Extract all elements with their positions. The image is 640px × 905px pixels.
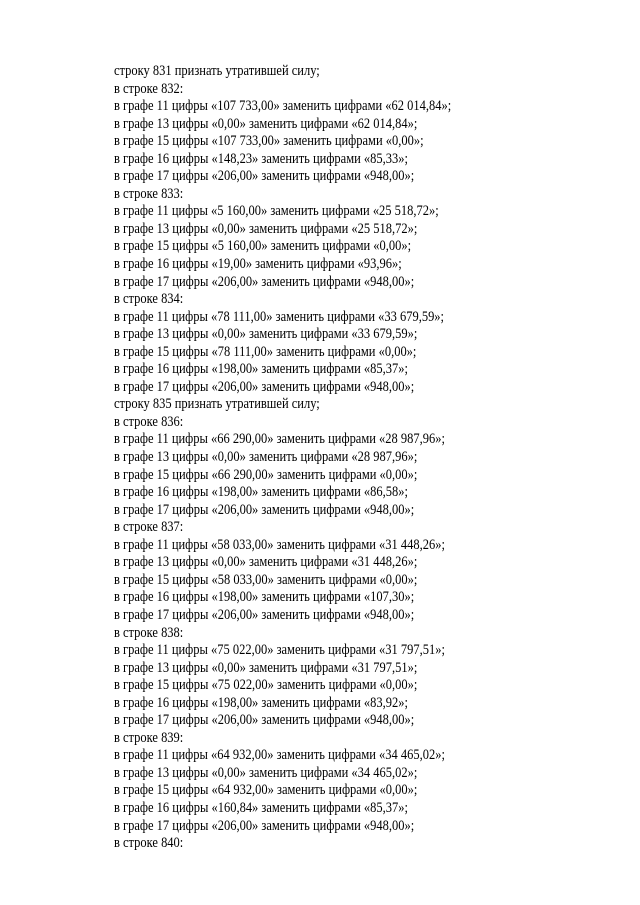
text-line: в графе 15 цифры «66 290,00» заменить цифрами «0,00»; — [114, 466, 418, 483]
text-line: в строке 838: — [114, 624, 184, 641]
text-line: в графе 15 цифры «64 932,00» заменить цифрами «0,00»; — [114, 782, 418, 799]
text-line: в графе 17 цифры «206,00» заменить цифрами «948,00»; — [114, 378, 415, 395]
text-line: в графе 16 цифры «148,23» заменить цифрами «85,33»; — [114, 150, 408, 167]
text-line: в графе 17 цифры «206,00» заменить цифрами «948,00»; — [114, 273, 415, 290]
text-line: в графе 15 цифры «75 022,00» заменить цифрами «0,00»; — [114, 677, 418, 694]
document-body — [114, 63, 584, 853]
text-line: в графе 16 цифры «19,00» заменить цифрами «93,96»; — [114, 256, 402, 273]
text-line: в графе 17 цифры «206,00» заменить цифрами «948,00»; — [114, 501, 415, 518]
text-line: в графе 13 цифры «0,00» заменить цифрами «31 448,26»; — [114, 554, 418, 571]
text-line: в графе 11 цифры «66 290,00» заменить цифрами «28 987,96»; — [114, 431, 445, 448]
text-line: в графе 11 цифры «58 033,00» заменить цифрами «31 448,26»; — [114, 536, 445, 553]
text-line: в строке 837: — [114, 519, 184, 536]
text-line: строку 835 признать утратившей силу; — [114, 396, 320, 413]
text-line: в строке 840: — [114, 835, 184, 852]
text-line: в графе 15 цифры «78 111,00» заменить цифрами «0,00»; — [114, 343, 417, 360]
text-line: в графе 16 цифры «198,00» заменить цифрами «83,92»; — [114, 694, 408, 711]
text-line: в графе 13 цифры «0,00» заменить цифрами «28 987,96»; — [114, 449, 418, 466]
text-line: в графе 13 цифры «0,00» заменить цифрами «33 679,59»; — [114, 326, 418, 343]
text-line: в графе 13 цифры «0,00» заменить цифрами «25 518,72»; — [114, 220, 418, 237]
text-line: в графе 16 цифры «198,00» заменить цифрами «85,37»; — [114, 361, 408, 378]
text-line: в графе 16 цифры «160,84» заменить цифрами «85,37»; — [114, 799, 408, 816]
text-line: в графе 11 цифры «75 022,00» заменить цифрами «31 797,51»; — [114, 642, 445, 659]
text-line: в графе 13 цифры «0,00» заменить цифрами «31 797,51»; — [114, 659, 418, 676]
text-line: в графе 11 цифры «107 733,00» заменить цифрами «62 014,84»; — [114, 98, 452, 115]
text-line: в графе 17 цифры «206,00» заменить цифрами «948,00»; — [114, 168, 415, 185]
text-line: в графе 17 цифры «206,00» заменить цифрами «948,00»; — [114, 817, 415, 834]
text-line: в графе 17 цифры «206,00» заменить цифрами «948,00»; — [114, 712, 415, 729]
text-line: в строке 836: — [114, 413, 184, 430]
text-line: в графе 15 цифры «107 733,00» заменить цифрами «0,00»; — [114, 133, 424, 150]
text-line: в графе 11 цифры «5 160,00» заменить цифрами «25 518,72»; — [114, 203, 439, 220]
text-line: в графе 15 цифры «58 033,00» заменить цифрами «0,00»; — [114, 571, 418, 588]
text-line: в графе 17 цифры «206,00» заменить цифрами «948,00»; — [114, 606, 415, 623]
text-line: в графе 16 цифры «198,00» заменить цифрами «86,58»; — [114, 484, 408, 501]
text-line: в строке 839: — [114, 729, 184, 746]
text-line: в графе 16 цифры «198,00» заменить цифрами «107,30»; — [114, 589, 415, 606]
text-line: в графе 11 цифры «78 111,00» заменить цифрами «33 679,59»; — [114, 308, 445, 325]
text-line: строку 831 признать утратившей силу; — [114, 63, 320, 79]
text-line: в графе 11 цифры «64 932,00» заменить цифрами «34 465,02»; — [114, 747, 445, 764]
text-line: в строке 834: — [114, 291, 184, 308]
text-line: в графе 13 цифры «0,00» заменить цифрами «34 465,02»; — [114, 764, 418, 781]
text-line: в графе 15 цифры «5 160,00» заменить цифрами «0,00»; — [114, 238, 412, 255]
text-line: в графе 13 цифры «0,00» заменить цифрами «62 014,84»; — [114, 115, 418, 132]
text-line: в строке 833: — [114, 185, 184, 202]
text-line: в строке 832: — [114, 80, 184, 97]
